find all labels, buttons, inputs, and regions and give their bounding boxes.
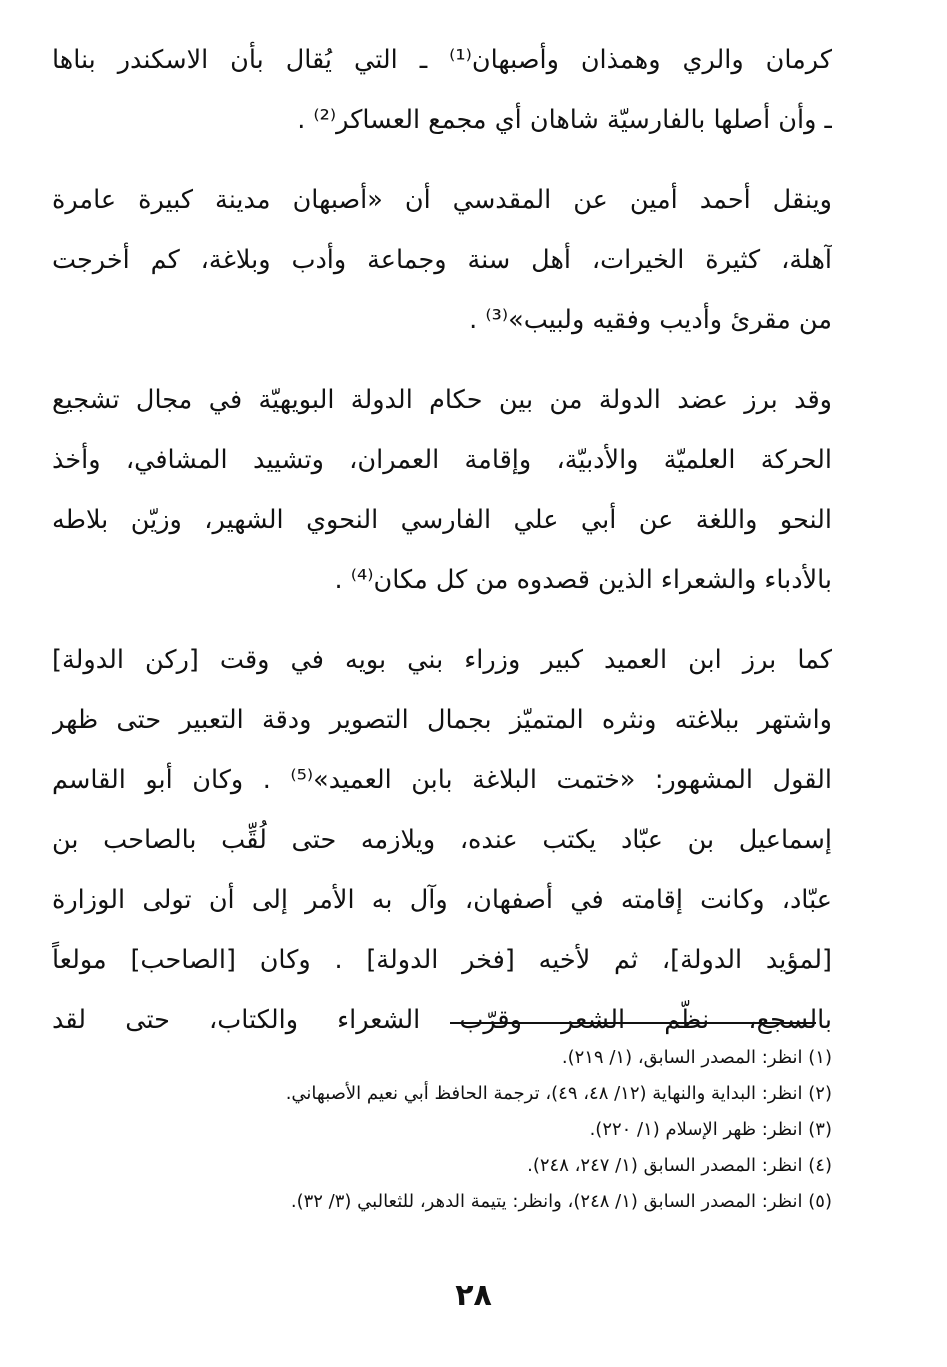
footnote-5: (٥) انظر: المصدر السابق (١/ ٢٤٨)، وانظر: يتيمة الدهر، للثعالبي (٣/ ٣٢). — [290, 1191, 832, 1212]
text-line: كرمان والري وهمذان وأصبهان⁽¹⁾ ـ التي يُقال بأن الاسكندر بناها — [52, 45, 832, 75]
text-line: آهلة، كثيرة الخيرات، أهل سنة وجماعة وأدب وبلاغة، كم أخرجت — [52, 245, 832, 275]
text-line: إسماعيل بن عبّاد يكتب عنده، ويلازمه حتى لُقِّب بالصاحب بن — [52, 825, 832, 855]
footnote-2: (٢) انظر: البداية والنهاية (١٢/ ٤٨، ٤٩)، ترجمة الحافظ أبي نعيم الأصبهاني. — [285, 1083, 832, 1104]
text-line: وينقل أحمد أمين عن المقدسي أن «أصبهان مدينة كبيرة عامرة — [52, 185, 832, 215]
footnote-separator — [450, 1022, 816, 1024]
footnote-3: (٣) انظر: ظهر الإسلام (١/ ٢٢٠). — [589, 1119, 832, 1140]
text-line: بالأدباء والشعراء الذين قصدوه من كل مكان⁽⁴⁾ . — [334, 565, 832, 595]
paragraph-2 — [52, 170, 832, 350]
text-line: من مقرئ وأديب وفقيه ولبيب»⁽³⁾ . — [469, 305, 832, 335]
paragraph-1 — [52, 30, 832, 150]
text-line: وقد برز عضد الدولة من بين حكام الدولة البويهيّة في مجال تشجيع — [52, 385, 832, 415]
text-line: عبّاد، وكانت إقامته في أصفهان، وآل به الأمر إلى أن تولى الوزارة — [52, 885, 832, 915]
text-line: النحو واللغة عن أبي علي الفارسي النحوي الشهير، وزيّن بلاطه — [52, 505, 832, 535]
footnotes — [112, 1040, 832, 1220]
page-number: ٢٨ — [455, 1278, 492, 1313]
text-line: بالسجع، نظّم الشعر وقرّب الشعراء والكتاب، حتى لقد — [52, 1005, 832, 1035]
text-line: واشتهر ببلاغته ونثره المتميّز بجمال التصوير ودقة التعبير حتى ظهر — [52, 705, 832, 735]
text-line: القول المشهور: «ختمت البلاغة بابن العميد»⁽⁵⁾ . وكان أبو القاسم — [52, 765, 832, 795]
paragraph-3 — [52, 370, 832, 610]
text-line: كما برز ابن العميد كبير وزراء بني بويه في وقت [ركن الدولة] — [52, 645, 832, 675]
text-line: ـ وأن أصلها بالفارسيّة شاهان أي مجمع العساكر⁽²⁾ . — [297, 105, 832, 135]
text-line: الحركة العلميّة والأدبيّة، وإقامة العمران، وتشييد المشافي، وأخذ — [52, 445, 832, 475]
text-line: [لمؤيد الدولة]، ثم لأخيه [فخر الدولة] . وكان [الصاحب] مولعاً — [52, 945, 832, 975]
paragraph-4 — [52, 630, 832, 1050]
body-text — [52, 30, 832, 1070]
footnote-4: (٤) انظر: المصدر السابق (١/ ٢٤٧، ٢٤٨). — [527, 1155, 832, 1176]
footnote-1: (١) انظر: المصدر السابق، (١/ ٢١٩). — [561, 1047, 832, 1068]
